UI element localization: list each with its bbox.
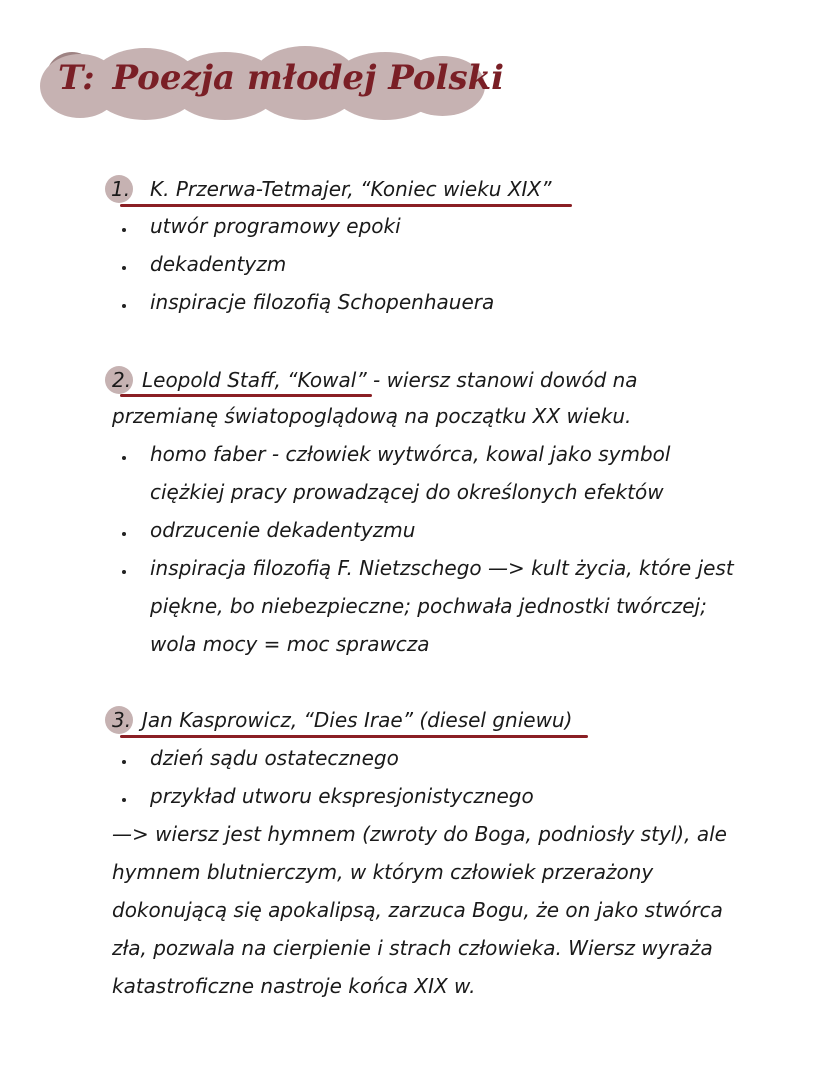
bullet-dot [122,570,126,574]
section-heading-rest: - wiersz stanowi dowód na [366,368,638,392]
section-heading-title: Leopold Staff, “Kowal” [142,368,367,392]
list-item: odrzucenie dekadentyzmu [150,518,416,542]
bullet-dot [122,456,126,460]
section-number: 2. [112,368,132,392]
list-item: utwór programowy epoki [150,214,401,238]
heading-underline [120,204,572,207]
bullet-dot [122,532,126,536]
list-item-continued: ciężkiej pracy prowadzącej do określonych efektów [150,480,664,504]
list-item: dzień sądu ostatecznego [150,746,399,770]
bullet-dot [122,304,126,308]
list-item: inspiracje filozofią Schopenhauera [150,290,495,314]
bullet-dot [122,798,126,802]
list-item-continued: piękne, bo niebezpieczne; pochwała jednostki twórczej; [150,594,707,618]
page-title: T: Poezja młodej Polski [58,58,504,98]
list-item: dekadentyzm [150,252,287,276]
paragraph-line: dokonującą się apokalipsą, zarzuca Bogu, że on jako stwórca [112,898,723,922]
paragraph-line: —> wiersz jest hymnem (zwroty do Boga, podniosły styl), ale [112,822,727,846]
paragraph-line: hymnem blutnierczym, w którym człowiek przerażony [112,860,654,884]
bullet-dot [122,266,126,270]
bullet-dot [122,228,126,232]
section-heading: K. Przerwa-Tetmajer, “Koniec wieku XIX” [150,177,552,201]
section-number: 1. [111,177,131,201]
paragraph-line: zła, pozwala na cierpienie i strach człowieka. Wiersz wyraża [112,936,713,960]
heading-underline [120,394,372,397]
section-heading-continued: przemianę światopoglądową na początku XX wieku. [112,404,632,428]
title-banner [40,46,505,124]
section-heading: Jan Kasprowicz, “Dies Irae” (diesel gniewu) [142,708,573,732]
list-item: homo faber - człowiek wytwórca, kowal jako symbol [150,442,671,466]
section-heading [142,368,638,392]
list-item: przykład utworu ekspresjonistycznego [150,784,534,808]
paragraph-line: katastroficzne nastroje końca XIX w. [112,974,476,998]
list-item: inspiracja filozofią F. Nietzschego —> kult życia, które jest [150,556,734,580]
section-number: 3. [112,708,132,732]
list-item-continued: wola mocy = moc sprawcza [150,632,430,656]
bullet-dot [122,760,126,764]
heading-underline [120,735,588,738]
